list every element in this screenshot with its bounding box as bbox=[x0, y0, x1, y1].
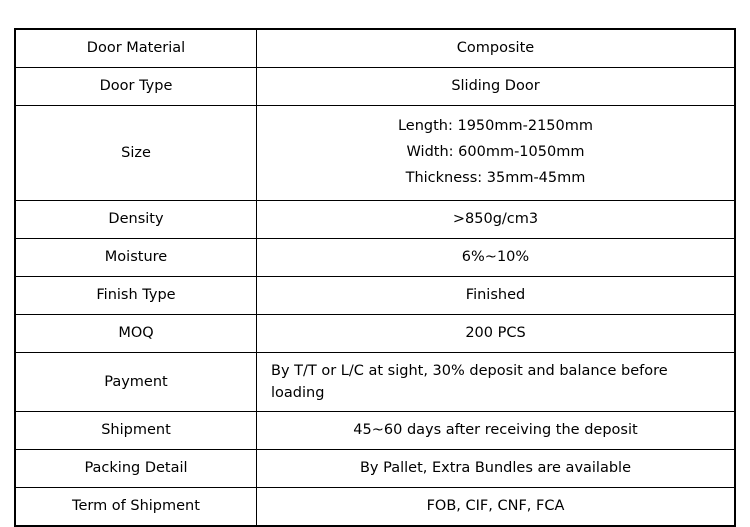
table-row bbox=[15, 29, 735, 68]
row-value: Composite bbox=[257, 29, 736, 68]
row-value: FOB, CIF, CNF, FCA bbox=[257, 488, 736, 527]
table-row bbox=[15, 201, 735, 239]
row-label: Door Material bbox=[15, 29, 257, 68]
size-width: Width: 600mm-1050mm bbox=[406, 144, 585, 161]
row-label: Moisture bbox=[15, 239, 257, 277]
row-label: Shipment bbox=[15, 412, 257, 450]
row-label: MOQ bbox=[15, 315, 257, 353]
row-value: 200 PCS bbox=[257, 315, 736, 353]
table-row bbox=[15, 412, 735, 450]
specification-table bbox=[14, 28, 736, 527]
size-length: Length: 1950mm-2150mm bbox=[397, 118, 594, 135]
row-label: Finish Type bbox=[15, 277, 257, 315]
row-value: By Pallet, Extra Bundles are available bbox=[257, 450, 736, 488]
row-value: 6%~10% bbox=[257, 239, 736, 277]
table-row bbox=[15, 450, 735, 488]
table-row bbox=[15, 277, 735, 315]
table-row bbox=[15, 488, 735, 527]
row-value bbox=[257, 106, 736, 201]
table-row bbox=[15, 68, 735, 106]
row-value: 45~60 days after receiving the deposit bbox=[257, 412, 736, 450]
row-label: Density bbox=[15, 201, 257, 239]
row-label: Packing Detail bbox=[15, 450, 257, 488]
row-label: Payment bbox=[15, 353, 257, 412]
row-label: Term of Shipment bbox=[15, 488, 257, 527]
row-value: Sliding Door bbox=[257, 68, 736, 106]
table-row bbox=[15, 353, 735, 412]
table-row bbox=[15, 106, 735, 201]
row-value: By T/T or L/C at sight, 30% deposit and balance before loading bbox=[257, 353, 736, 412]
row-label: Door Type bbox=[15, 68, 257, 106]
table-body bbox=[15, 29, 735, 526]
table-row bbox=[15, 315, 735, 353]
row-value: >850g/cm3 bbox=[257, 201, 736, 239]
row-value: Finished bbox=[257, 277, 736, 315]
table-row bbox=[15, 239, 735, 277]
row-label: Size bbox=[15, 106, 257, 201]
size-thickness: Thickness: 35mm-45mm bbox=[405, 169, 586, 186]
